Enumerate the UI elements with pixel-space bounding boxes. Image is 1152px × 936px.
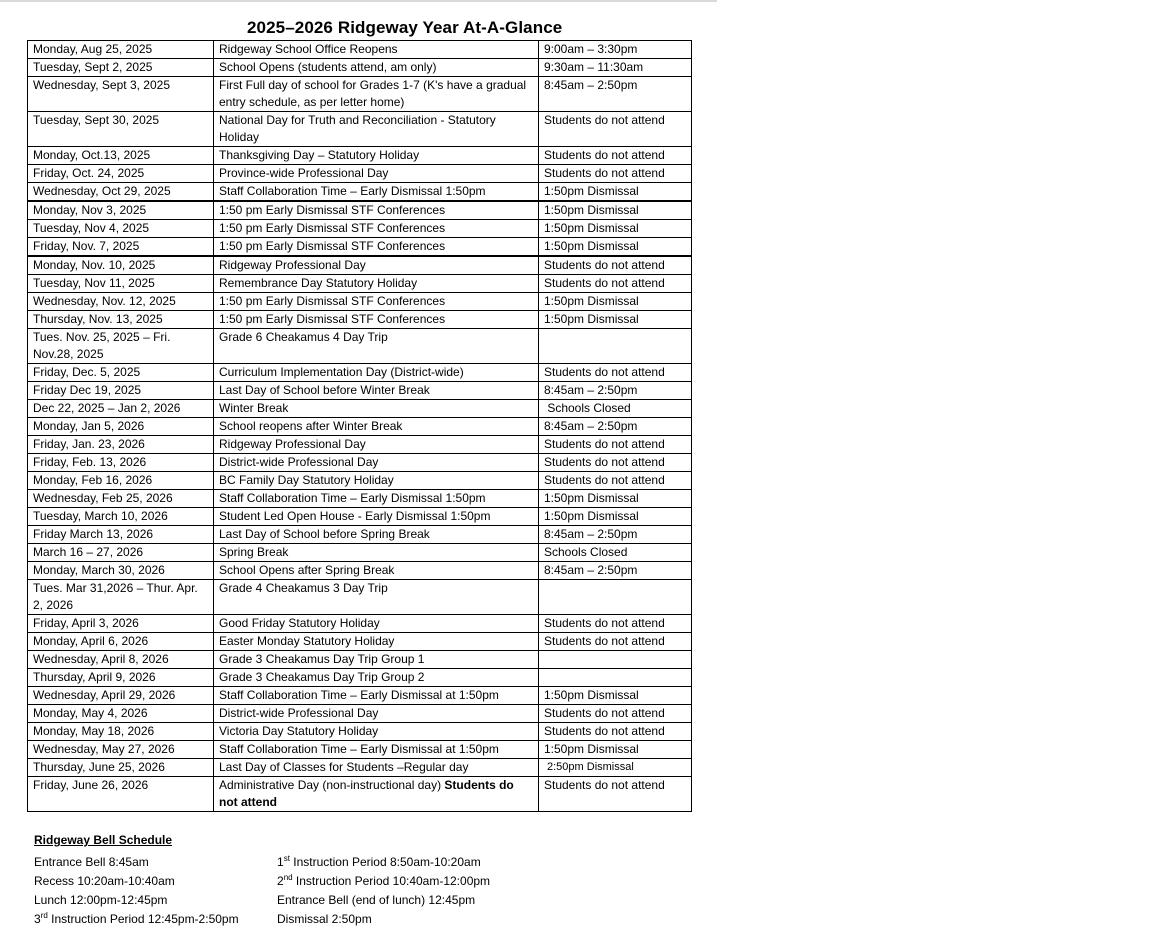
bell-schedule-heading: Ridgeway Bell Schedule	[34, 833, 173, 847]
date-cell: Tuesday, March 10, 2026	[28, 508, 214, 526]
date-cell: Friday, Dec. 5, 2025	[28, 364, 214, 382]
table-row	[28, 418, 692, 436]
table-row	[28, 777, 692, 812]
date-cell: Friday, June 26, 2026	[28, 777, 214, 812]
time-cell: 1:50pm Dismissal	[539, 508, 692, 526]
time-cell: 1:50pm Dismissal	[539, 183, 692, 202]
table-row	[28, 580, 692, 615]
date-cell: Wednesday, Oct 29, 2025	[28, 183, 214, 202]
bell-schedule-item: Entrance Bell 8:45am	[34, 855, 149, 869]
event-cell: Ridgeway School Office Reopens	[214, 41, 539, 59]
table-row	[28, 382, 692, 400]
event-cell: Ridgeway Professional Day	[214, 436, 539, 454]
ordinal-superscript: rd	[40, 911, 48, 920]
date-cell: Thursday, April 9, 2026	[28, 669, 214, 687]
table-row	[28, 472, 692, 490]
table-row	[28, 256, 692, 275]
date-cell: Tuesday, Sept 30, 2025	[28, 112, 214, 147]
event-cell: Staff Collaboration Time – Early Dismissal 1:50pm	[214, 183, 539, 202]
table-row	[28, 41, 692, 59]
bell-schedule-grid	[34, 853, 490, 929]
table-row	[28, 238, 692, 257]
event-cell: District-wide Professional Day	[214, 454, 539, 472]
time-cell: 9:30am – 11:30am	[539, 59, 692, 77]
date-cell: Monday, May 4, 2026	[28, 705, 214, 723]
page-edge-line	[0, 0, 717, 2]
time-cell	[539, 669, 692, 687]
time-cell: Students do not attend	[539, 777, 692, 812]
table-row	[28, 490, 692, 508]
date-cell: Monday, Oct.13, 2025	[28, 147, 214, 165]
event-cell: Administrative Day (non-instructional day) Students do not attend	[214, 777, 539, 812]
time-cell: 8:45am – 2:50pm	[539, 382, 692, 400]
time-cell: Students do not attend	[539, 472, 692, 490]
event-cell: National Day for Truth and Reconciliation - Statutory Holiday	[214, 112, 539, 147]
time-cell: Students do not attend	[539, 147, 692, 165]
date-cell: Friday Dec 19, 2025	[28, 382, 214, 400]
event-cell: Easter Monday Statutory Holiday	[214, 633, 539, 651]
event-cell: Ridgeway Professional Day	[214, 256, 539, 275]
table-row	[28, 275, 692, 293]
table-row	[28, 220, 692, 238]
time-cell: 8:45am – 2:50pm	[539, 562, 692, 580]
table-row	[28, 669, 692, 687]
event-cell: Grade 4 Cheakamus 3 Day Trip	[214, 580, 539, 615]
table-row	[28, 633, 692, 651]
table-row	[28, 454, 692, 472]
date-cell: Friday March 13, 2026	[28, 526, 214, 544]
table-row	[28, 364, 692, 382]
table-row	[28, 201, 692, 220]
time-cell: 1:50pm Dismissal	[539, 311, 692, 329]
time-cell: Students do not attend	[539, 454, 692, 472]
table-row	[28, 165, 692, 183]
event-cell: BC Family Day Statutory Holiday	[214, 472, 539, 490]
date-cell: Monday, May 18, 2026	[28, 723, 214, 741]
time-cell: 1:50pm Dismissal	[539, 220, 692, 238]
event-cell: Province-wide Professional Day	[214, 165, 539, 183]
time-cell: 1:50pm Dismissal	[539, 238, 692, 257]
date-cell: Tuesday, Nov 4, 2025	[28, 220, 214, 238]
event-cell: Winter Break	[214, 400, 539, 418]
date-cell: Thursday, June 25, 2026	[28, 759, 214, 777]
event-cell: Victoria Day Statutory Holiday	[214, 723, 539, 741]
time-cell: Students do not attend	[539, 364, 692, 382]
table-row	[28, 615, 692, 633]
event-cell: Staff Collaboration Time – Early Dismissal at 1:50pm	[214, 687, 539, 705]
time-cell: Students do not attend	[539, 705, 692, 723]
date-cell: Friday, Nov. 7, 2025	[28, 238, 214, 257]
event-cell: 1:50 pm Early Dismissal STF Conferences	[214, 201, 539, 220]
event-cell: School Opens after Spring Break	[214, 562, 539, 580]
event-cell: Student Led Open House - Early Dismissal 1:50pm	[214, 508, 539, 526]
event-cell: Grade 3 Cheakamus Day Trip Group 1	[214, 651, 539, 669]
event-cell: School reopens after Winter Break	[214, 418, 539, 436]
time-cell	[539, 651, 692, 669]
time-cell: Students do not attend	[539, 633, 692, 651]
table-row	[28, 436, 692, 454]
bell-schedule-section	[34, 831, 490, 929]
date-cell: Tues. Nov. 25, 2025 – Fri. Nov.28, 2025	[28, 329, 214, 364]
bell-schedule-item: Dismissal 2:50pm	[277, 912, 372, 926]
time-cell: Students do not attend	[539, 165, 692, 183]
table-row	[28, 311, 692, 329]
table-row	[28, 329, 692, 364]
time-cell: 8:45am – 2:50pm	[539, 526, 692, 544]
event-cell: Staff Collaboration Time – Early Dismissal at 1:50pm	[214, 741, 539, 759]
date-cell: Monday, Nov. 10, 2025	[28, 256, 214, 275]
table-row	[28, 112, 692, 147]
event-cell: Staff Collaboration Time – Early Dismissal 1:50pm	[214, 490, 539, 508]
table-row	[28, 723, 692, 741]
date-cell: March 16 – 27, 2026	[28, 544, 214, 562]
event-cell: School Opens (students attend, am only)	[214, 59, 539, 77]
date-cell: Monday, Feb 16, 2026	[28, 472, 214, 490]
event-cell: Remembrance Day Statutory Holiday	[214, 275, 539, 293]
date-cell: Wednesday, April 8, 2026	[28, 651, 214, 669]
date-cell: Monday, April 6, 2026	[28, 633, 214, 651]
bell-schedule-item: Entrance Bell (end of lunch) 12:45pm	[277, 893, 476, 907]
date-cell: Wednesday, Nov. 12, 2025	[28, 293, 214, 311]
time-cell	[539, 329, 692, 364]
time-cell: 1:50pm Dismissal	[539, 201, 692, 220]
event-cell: Grade 6 Cheakamus 4 Day Trip	[214, 329, 539, 364]
table-row	[28, 508, 692, 526]
event-cell: 1:50 pm Early Dismissal STF Conferences	[214, 238, 539, 257]
time-cell: Students do not attend	[539, 275, 692, 293]
table-row	[28, 651, 692, 669]
calendar-table	[27, 40, 692, 812]
table-row	[28, 147, 692, 165]
bell-schedule-item: Recess 10:20am-10:40am	[34, 874, 175, 888]
time-cell: Students do not attend	[539, 723, 692, 741]
table-row	[28, 759, 692, 777]
event-cell: Curriculum Implementation Day (District-wide)	[214, 364, 539, 382]
table-row	[28, 293, 692, 311]
date-cell: Tuesday, Nov 11, 2025	[28, 275, 214, 293]
event-cell: Thanksgiving Day – Statutory Holiday	[214, 147, 539, 165]
date-cell: Dec 22, 2025 – Jan 2, 2026	[28, 400, 214, 418]
table-row	[28, 77, 692, 112]
time-cell: 8:45am – 2:50pm	[539, 418, 692, 436]
table-row	[28, 705, 692, 723]
event-bold-text: Students do not attend	[219, 778, 514, 809]
date-cell: Monday, Jan 5, 2026	[28, 418, 214, 436]
table-row	[28, 544, 692, 562]
event-cell: Spring Break	[214, 544, 539, 562]
ordinal-superscript: nd	[283, 873, 293, 882]
date-cell: Friday, Jan. 23, 2026	[28, 436, 214, 454]
time-cell: 9:00am – 3:30pm	[539, 41, 692, 59]
table-row	[28, 400, 692, 418]
bell-schedule-item: Lunch 12:00pm-12:45pm	[34, 893, 168, 907]
time-cell	[539, 580, 692, 615]
time-cell: Students do not attend	[539, 615, 692, 633]
event-cell: Last Day of School before Winter Break	[214, 382, 539, 400]
table-row	[28, 526, 692, 544]
date-cell: Friday, Feb. 13, 2026	[28, 454, 214, 472]
ordinal-superscript: st	[283, 854, 290, 863]
event-cell: 1:50 pm Early Dismissal STF Conferences	[214, 293, 539, 311]
date-cell: Monday, Nov 3, 2025	[28, 201, 214, 220]
bell-schedule-item: 2nd Instruction Period 10:40am-12:00pm	[277, 873, 491, 888]
time-cell: Schools Closed	[539, 400, 692, 418]
time-cell: 1:50pm Dismissal	[539, 293, 692, 311]
event-cell: Last Day of Classes for Students –Regular day	[214, 759, 539, 777]
bell-schedule-item: 1st Instruction Period 8:50am-10:20am	[277, 854, 481, 869]
event-cell: First Full day of school for Grades 1-7 (K's have a gradual entry schedule, as per letter home)	[214, 77, 539, 112]
date-cell: Monday, March 30, 2026	[28, 562, 214, 580]
event-cell: 1:50 pm Early Dismissal STF Conferences	[214, 220, 539, 238]
time-cell: 2:50pm Dismissal	[539, 759, 692, 777]
time-cell: 1:50pm Dismissal	[539, 741, 692, 759]
table-row	[28, 741, 692, 759]
date-cell: Wednesday, May 27, 2026	[28, 741, 214, 759]
date-cell: Tues. Mar 31,2026 – Thur. Apr. 2, 2026	[28, 580, 214, 615]
time-cell: Students do not attend	[539, 436, 692, 454]
time-cell: 1:50pm Dismissal	[539, 687, 692, 705]
event-cell: Grade 3 Cheakamus Day Trip Group 2	[214, 669, 539, 687]
event-cell: Good Friday Statutory Holiday	[214, 615, 539, 633]
bell-schedule-item: 3rd Instruction Period 12:45pm-2:50pm	[34, 911, 239, 926]
table-row	[28, 59, 692, 77]
table-row	[28, 183, 692, 202]
table-row	[28, 562, 692, 580]
event-cell: 1:50 pm Early Dismissal STF Conferences	[214, 311, 539, 329]
time-cell: Students do not attend	[539, 112, 692, 147]
time-cell: 1:50pm Dismissal	[539, 490, 692, 508]
date-cell: Friday, Oct. 24, 2025	[28, 165, 214, 183]
date-cell: Wednesday, Sept 3, 2025	[28, 77, 214, 112]
page-title: 2025–2026 Ridgeway Year At-A-Glance	[247, 18, 563, 37]
time-cell: Schools Closed	[539, 544, 692, 562]
time-cell: 8:45am – 2:50pm	[539, 77, 692, 112]
date-cell: Friday, April 3, 2026	[28, 615, 214, 633]
calendar-table-body	[28, 41, 692, 812]
table-row	[28, 687, 692, 705]
date-cell: Tuesday, Sept 2, 2025	[28, 59, 214, 77]
event-cell: Last Day of School before Spring Break	[214, 526, 539, 544]
event-cell: District-wide Professional Day	[214, 705, 539, 723]
time-cell: Students do not attend	[539, 256, 692, 275]
date-cell: Wednesday, Feb 25, 2026	[28, 490, 214, 508]
date-cell: Wednesday, April 29, 2026	[28, 687, 214, 705]
date-cell: Monday, Aug 25, 2025	[28, 41, 214, 59]
date-cell: Thursday, Nov. 13, 2025	[28, 311, 214, 329]
